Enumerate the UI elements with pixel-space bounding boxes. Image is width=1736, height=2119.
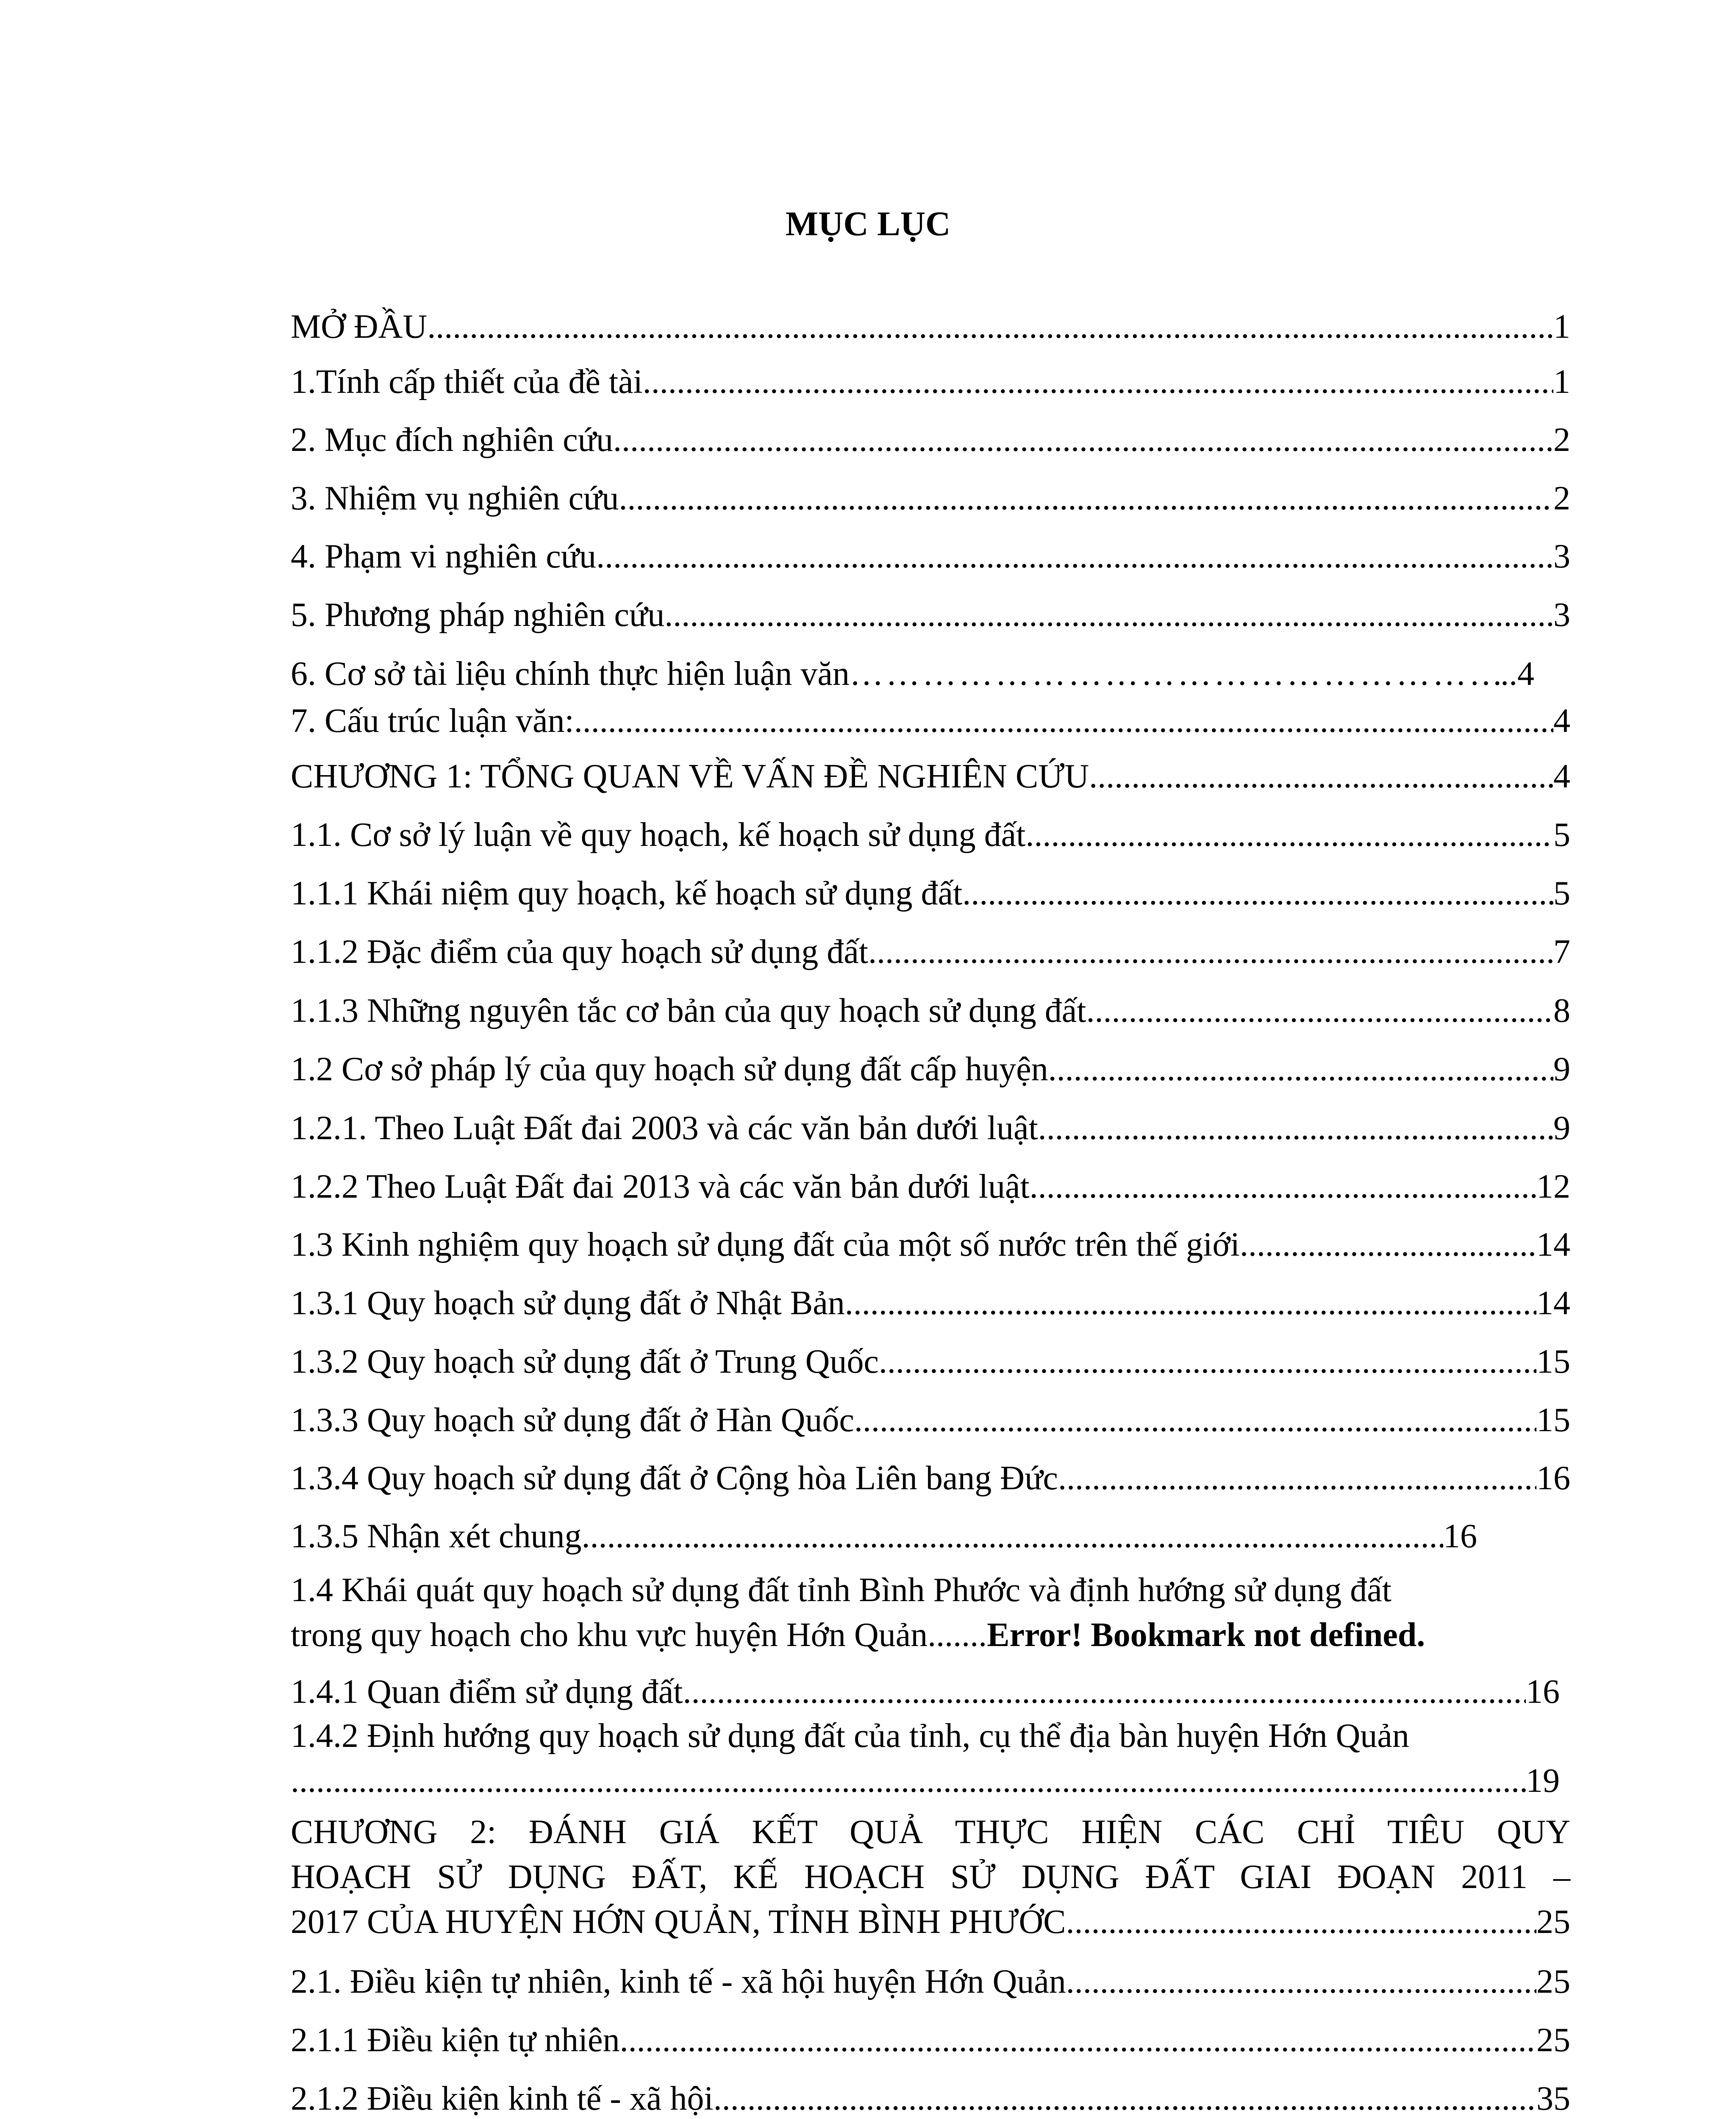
toc-entry-text: 1.4 Khái quát quy hoạch sử dụng đất tỉnh Bình Phước và định hướng sử dụng đất [291,1571,1392,1609]
toc-entry[interactable] [291,1164,1570,1209]
toc-page-number: 35 [1536,2080,1570,2117]
toc-page-number: 9 [1553,1051,1570,1088]
toc-page-number: 3 [1553,596,1570,634]
toc-page-number: 25 [1536,1903,1570,1941]
toc-entry-text: 1.1.1 Khái niệm quy hoạch, kế hoạch sử dụng đất [291,875,963,912]
toc-entry-text: CHƯƠNG 1: TỔNG QUAN VỀ VẤN ĐỀ NGHIÊN CỨU [291,758,1089,795]
toc-entry-text: 7. Cấu trúc luận văn: [291,702,574,740]
toc-leader [1034,812,1553,857]
toc-leader [582,1514,1443,1559]
toc-entry[interactable] [291,1222,1570,1267]
toc-leader [291,1758,1526,1803]
toc-entry[interactable] [291,698,1570,743]
toc-entry[interactable] [291,2018,1570,2063]
toc-entry[interactable] [291,359,1570,404]
toc-entry-text: 1.4.1 Quan điểm sử dụng đất [291,1673,683,1710]
toc-entry[interactable] [291,1669,1560,1714]
toc-entry-text: 1.1.3 Những nguyên tắc cơ bản của quy hoạch sử dụng đất [291,992,1086,1029]
toc-entry[interactable] [291,812,1570,857]
toc-entry[interactable] [291,1514,1477,1559]
toc-entry-text: 1.3.1 Quy hoạch sử dụng đất ở Nhật Bản [291,1285,845,1322]
toc-page-number: 3 [1553,538,1570,575]
toc-entry[interactable] [291,754,1570,799]
toc-page-number: 15 [1536,1343,1570,1380]
toc-page-number: 25 [1536,2022,1570,2059]
toc-entry-text: 3. Nhiệm vụ nghiên cứu [291,480,619,517]
toc-page-number: 14 [1536,1285,1570,1322]
toc-entry[interactable] [291,1810,1570,1944]
toc-entry[interactable] [291,871,1570,916]
toc-page-number: 8 [1553,992,1570,1029]
toc-entry-text: 6. Cơ sở tài liệu chính thực hiện luận văn [291,655,850,692]
toc-page-number: ..4 [1500,655,1534,692]
toc-entry-text: 1.1. Cơ sở lý luận về quy hoạch, kế hoạch sử dụng đất. [291,816,1034,854]
toc-page-number: 16 [1536,1460,1570,1497]
toc-entry[interactable] [291,1339,1570,1384]
toc-entry[interactable] [291,929,1570,974]
toc-entry[interactable] [291,534,1570,579]
toc-entry[interactable] [291,1281,1570,1326]
toc-leader [868,929,1553,974]
toc-entry[interactable] [291,651,1534,696]
toc-entry-text: 2.1. Điều kiện tự nhiên, kinh tế - xã hội huyện Hớn Quản [291,1963,1066,2000]
toc-entry[interactable] [291,417,1570,462]
toc-leader [596,534,1553,579]
toc-page-number: 16 [1443,1518,1477,1555]
toc-page-number: 15 [1536,1402,1570,1439]
toc-entry-text: 2. Mục đích nghiên cứu [291,421,613,459]
toc-page-number: 5 [1553,816,1570,854]
toc-entry[interactable] [291,304,1570,349]
toc-leader [1066,1959,1536,2004]
toc-entry[interactable] [291,1047,1570,1092]
toc-title: MỤC LỤC [785,204,951,243]
toc-entry-text: 5. Phương pháp nghiên cứu [291,596,665,634]
toc-leader [683,1669,1526,1714]
bookmark-error-text: Error! Bookmark not defined. [987,1616,1425,1654]
toc-leader [1048,1047,1553,1092]
toc-entry-text-continued: HOẠCH SỬ DỤNG ĐẤT, KẾ HOẠCH SỬ DỤNG ĐẤT GIAI ĐOẠN 2011 – [291,1858,1570,1896]
toc-entry-text-continued: 2017 CỦA HUYỆN HỚN QUẢN, TỈNH BÌNH PHƯỚC [291,1903,1066,1941]
toc-entry[interactable] [291,2076,1570,2119]
toc-entry-text: CHƯƠNG 2: ĐÁNH GIÁ KẾT QUẢ THỰC HIỆN CÁC CHỈ TIÊU QUY [291,1813,1570,1851]
toc-leader [879,1339,1536,1384]
toc-leader [854,1398,1536,1443]
toc-leader [427,304,1553,349]
toc-page-number: 19 [1526,1762,1560,1799]
toc-page-number: 7 [1553,933,1570,971]
toc-page-number: 1 [1553,308,1570,345]
toc-leader [1038,1106,1553,1151]
toc-leader [628,2018,1536,2063]
toc-entry-text: 1.2 Cơ sở pháp lý của quy hoạch sử dụng đất cấp huyện [291,1051,1048,1088]
toc-entry-text: 2.1.2 Điều kiện kinh tế - xã hội. [291,2080,722,2117]
toc-entry-text: 2.1.1 Điều kiện tự nhiên. [291,2022,628,2059]
toc-page-number: 4 [1553,758,1570,795]
toc-leader [1058,1456,1536,1501]
toc-page-number: 16 [1526,1673,1560,1710]
toc-entry[interactable] [291,476,1570,521]
toc-leader [1240,1222,1536,1267]
toc-entry-text: 1.3.4 Quy hoạch sử dụng đất ở Cộng hòa Liên bang Đức [291,1460,1058,1497]
toc-entry-text: MỞ ĐẦU [291,308,428,345]
toc-leader [850,651,1500,696]
toc-page-number: 12 [1536,1168,1570,1205]
toc-leader [574,698,1553,743]
toc-leader [1089,754,1553,799]
toc-entry-text: 1.Tính cấp thiết của đề tài [291,363,643,400]
toc-leader [722,2076,1536,2119]
toc-entry-text: 4. Phạm vi nghiên cứu [291,538,597,575]
toc-entry-text: 1.3.3 Quy hoạch sử dụng đất ở Hàn Quốc [291,1402,854,1439]
toc-leader [845,1281,1536,1326]
toc-entry[interactable] [291,1568,1570,1657]
toc-page-number: 25 [1536,1963,1570,2000]
toc-entry-text: 1.3.2 Quy hoạch sử dụng đất ở Trung Quốc [291,1343,879,1380]
toc-entry-text-continued: trong quy hoạch cho khu vực huyện Hớn Quản [291,1616,928,1654]
toc-entry-leader-line [291,1758,1560,1803]
toc-page-number: 2 [1553,480,1570,517]
toc-leader [962,871,1553,916]
toc-entry[interactable] [291,592,1570,637]
toc-page-number: 2 [1553,421,1570,459]
toc-leader [643,359,1553,404]
toc-page-number: 4 [1553,702,1570,740]
toc-entry-text: 1.3 Kinh nghiệm quy hoạch sử dụng đất của một số nước trên thế giới [291,1226,1240,1263]
toc-leader [1066,1899,1537,1944]
toc-leader [1030,1164,1536,1209]
toc-entry-text: 1.4.2 Định hướng quy hoạch sử dụng đất của tỉnh, cụ thể địa bàn huyện Hớn Quản [291,1717,1409,1755]
toc-page-number: 1 [1553,363,1570,400]
toc-entry[interactable] [291,988,1570,1033]
toc-entry[interactable] [291,1398,1570,1443]
toc-entry-text: 1.2.1. Theo Luật Đất đai 2003 và các văn bản dưới luật [291,1110,1038,1147]
toc-entry-first-line [291,1713,1570,1758]
toc-page-number: 14 [1536,1226,1570,1263]
toc-entry[interactable] [291,1106,1570,1151]
toc-entry[interactable] [291,1959,1570,2004]
toc-entry[interactable] [291,1456,1570,1501]
toc-entry-text: 1.1.2 Đặc điểm của quy hoạch sử dụng đất [291,933,869,971]
toc-entry-text: 1.2.2 Theo Luật Đất đai 2013 và các văn bản dưới luật [291,1168,1030,1205]
toc-leader [1086,988,1553,1033]
toc-leader [613,417,1553,462]
toc-leader [619,476,1553,521]
toc-entry-text: 1.3.5 Nhận xét chung [291,1518,582,1555]
toc-page-number: 5 [1553,875,1570,912]
toc-leader: ....... [928,1616,987,1654]
toc-page-number: 9 [1553,1110,1570,1147]
toc-leader [664,592,1553,637]
toc-entry[interactable] [291,1713,1570,1803]
